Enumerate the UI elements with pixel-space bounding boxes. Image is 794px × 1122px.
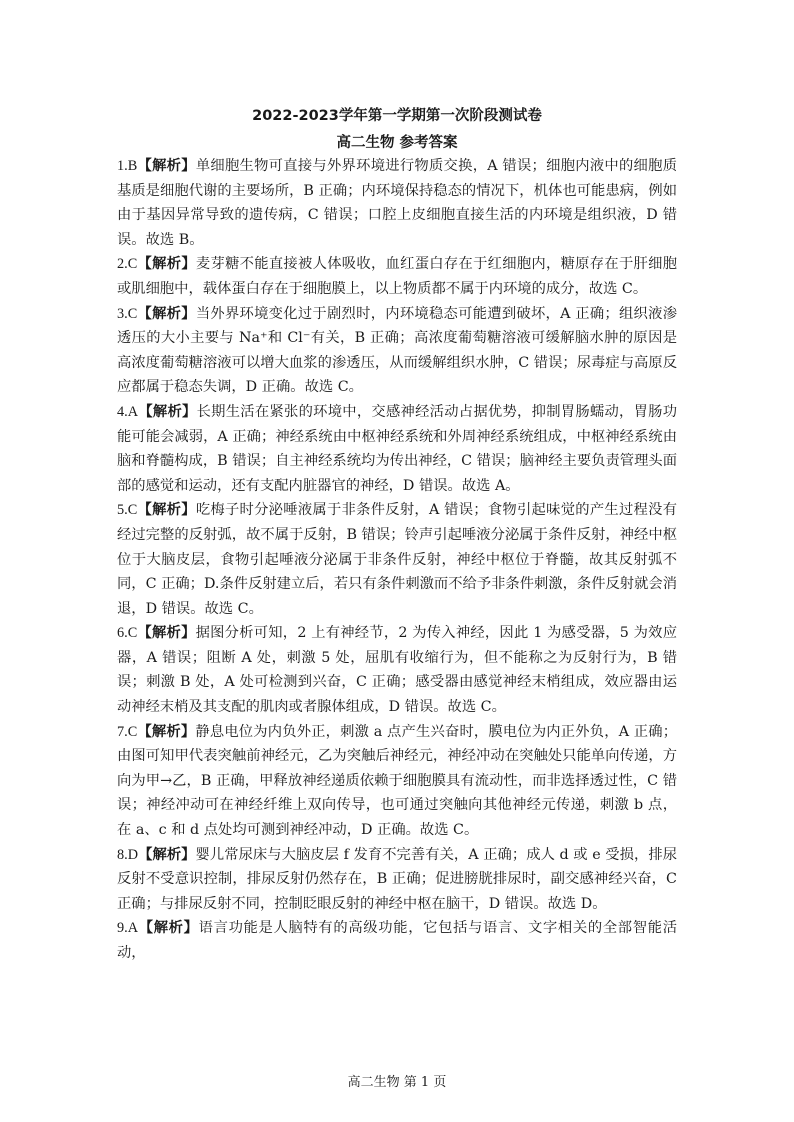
answer-number: 5.C [117,502,138,519]
answer-number: 9.A [117,920,139,937]
answer-number: 1.B [117,158,138,174]
answer-item [117,720,677,843]
answer-item [117,916,677,965]
answer-explanation: 婴儿常尿床与大脑皮层 f 发育不完善有关，A 正确；成人 d 或 e 受损，排尿反射不受意识控制，排尿反射仍然存在，B 正确；促进膀胱排尿时，副交感神经兴奋，C 正确；与排尿反射不同，控制眨眼反射的神经中枢在脑干，D 错误。故选 D。 [117,846,677,912]
page-footer: 高二生物 第 1 页 [347,1075,447,1090]
answer-explanation: 据图分析可知，2 上有神经节，2 为传入神经，因此 1 为感受器，5 为效应器，A 错误；阻断 A 处，刺激 5 处，屈肌有收缩行为，但不能称之为反射行为，B 错误；刺激 B 处，A 处可检测到兴奋，C 正确；感受器由感觉神经末梢组成，效应器由运动神经末梢及其支配的肌肉或者腺体组成，D 错误。故选 C。 [117,625,678,716]
answer-explanation: 当外界环境变化过于剧烈时，内环境稳态可能遭到破坏，A 正确；组织液渗透压的大小主要与 Na⁺和 Cl⁻有关，B 正确；高浓度葡萄糖溶液可缓解脑水肿的原因是高浓度葡萄糖溶液可以增大血浆的渗透压，从而缓解组织水肿，C 错误；尿毒症与高原反应都属于稳态失调，D 正确。故选 C。 [117,305,677,396]
answer-number: 2.C [117,256,138,273]
answer-item [117,843,677,917]
answer-explanation: 吃梅子时分泌唾液属于非条件反射，A 错误；食物引起味觉的产生过程没有经过完整的反射弧，故不属于反射，B 错误；铃声引起唾液分泌属于条件反射，神经中枢位于大脑皮层，食物引起唾液分泌属于非条件反射，神经中枢位于脊髓，故其反射弧不同，C 正确；D.条件反射建立后，若只有条件刺激而不给予非条件刺激，条件反射就会消退，D 错误。故选 C。 [117,502,677,617]
exam-title: 2022-2023学年第一学期第一次阶段测试卷 [252,108,542,124]
answer-number: 3.C [117,305,138,322]
answer-key-subtitle: 高二生物 参考答案 [336,135,458,151]
answer-item [117,400,677,498]
analysis-tag: 【解析】 [138,403,197,420]
analysis-tag: 【解析】 [137,256,196,273]
answer-item [117,154,677,252]
answer-item [117,498,677,621]
answer-list [117,154,677,966]
answer-item [117,252,677,301]
answer-explanation: 单细胞生物可直接与外界环境进行物质交换，A 错误；细胞内液中的细胞质基质是细胞代谢的主要场所，B 正确；内环境保持稳态的情况下，机体也可能患病，例如由于基因异常导致的遗传病，C 错误；口腔上皮细胞直接生活的内环境是组织液，D 错误。故选 B。 [117,158,677,248]
answer-item [117,302,677,400]
analysis-tag: 【解析】 [137,305,196,322]
answer-explanation: 麦芽糖不能直接被人体吸收，血红蛋白存在于红细胞内，糖原存在于肝细胞或肌细胞中，载体蛋白存在于细胞膜上，以上物质都不属于内环境的成分，故选 C。 [117,256,677,297]
analysis-tag: 【解析】 [138,846,196,863]
analysis-tag: 【解析】 [138,920,199,937]
answer-number: 7.C [117,723,138,740]
answer-item [117,621,677,719]
answer-number: 4.A [117,403,139,420]
analysis-tag: 【解析】 [137,625,196,642]
answer-number: 8.D [117,846,139,863]
analysis-tag: 【解析】 [137,723,196,740]
analysis-tag: 【解析】 [137,158,196,174]
answer-explanation: 语言功能是人脑特有的高级功能，它包括与语言、文字相关的全部智能活动， [117,920,678,961]
answer-number: 6.C [117,625,138,642]
answer-explanation: 静息电位为内负外正，刺激 a 点产生兴奋时，膜电位为内正外负，A 正确；由图可知甲代表突触前神经元，乙为突触后神经元，神经冲动在突触处只能单向传递，方向为甲→乙，B 正确，甲释放神经递质依赖于细胞膜具有流动性，而非选择透过性，C 错误；神经冲动可在神经纤维上双向传导，也可通过突触向其他神经元传递，刺激 b 点，在 a、c 和 d 点处均可测到神经冲动，D 正确。故选 C。 [117,723,677,839]
answer-explanation: 长期生活在紧张的环境中，交感神经活动占据优势，抑制胃肠蠕动，胃肠功能可能会减弱，A 正确；神经系统由中枢神经系统和外周神经系统组成，中枢神经系统由脑和脊髓构成，B 错误；自主神经系统均为传出神经，C 错误；脑神经主要负责管理头面部的感觉和运动，还有支配内脏器官的神经，D 错误。故选 A。 [117,403,678,494]
analysis-tag: 【解析】 [137,502,196,519]
